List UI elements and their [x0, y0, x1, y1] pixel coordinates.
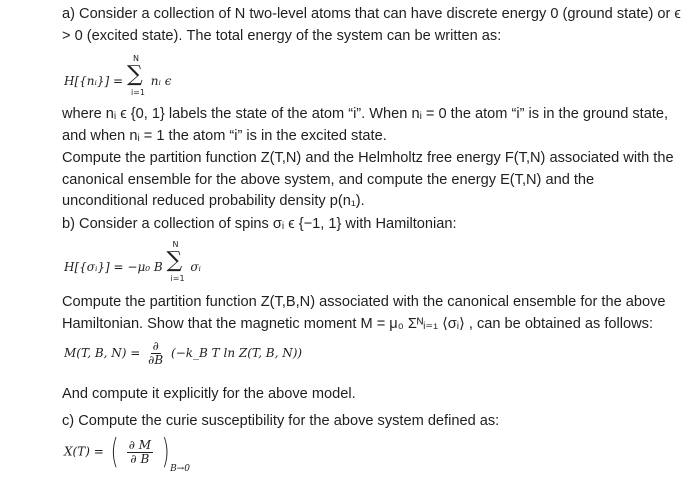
- susceptibility-equation: [64, 432, 192, 472]
- partial-derivative-fraction: [146, 340, 165, 367]
- part-a-where: where nᵢ ϵ {0, 1} labels the state of the atom “i”. When nᵢ = 0 the atom “i” is in the ground state, and when nᵢ = 1 the atom “i” is in the excited state.: [62, 106, 669, 144]
- fraction-denominator: ∂B: [148, 353, 164, 367]
- sum-lower-limit: i=1: [170, 274, 185, 283]
- equation-rhs: nᵢ ϵ: [150, 74, 172, 88]
- sum-lower-limit: i=1: [130, 88, 145, 97]
- equation-rhs: (−k_B T ln Z(T, B, N)): [171, 346, 303, 360]
- equation-lhs: H[{nᵢ}] =: [64, 74, 127, 88]
- left-paren-icon: (: [110, 432, 119, 472]
- magnetic-moment-equation: [64, 340, 302, 367]
- fraction-numerator: ∂: [152, 339, 159, 353]
- sum-upper-limit: N: [132, 54, 139, 63]
- part-b-compute: Compute the partition function Z(T,B,N) associated with the canonical ensemble for the above Hamiltonian. Show that the magnetic moment M = μ₀ Σᴺᵢ₌₁ ⟨σᵢ⟩ , can be obtained as follows:: [62, 294, 666, 332]
- partial-derivative-fraction: [127, 439, 153, 466]
- energy-equation: [64, 54, 172, 98]
- equation-lhs: H[{σᵢ}] = −μ₀ B: [64, 260, 163, 274]
- sum-symbol-icon: ∑: [126, 62, 143, 87]
- right-paren-icon: ): [161, 432, 170, 472]
- fraction-numerator: ∂ M: [128, 437, 151, 452]
- part-a-intro: a) Consider a collection of N two-level atoms that can have discrete energy 0 (ground state) or ϵ > 0 (excited state). The total energy of the system can be written as:: [62, 6, 681, 44]
- fraction-denominator: ∂ B: [130, 451, 150, 466]
- equation-lhs: M(T, B, N) =: [64, 346, 145, 360]
- equation-rhs: σᵢ: [190, 260, 201, 274]
- sum-symbol-icon: ∑: [166, 248, 183, 273]
- sum-upper-limit: N: [172, 240, 179, 249]
- limit-subscript: B→0: [170, 463, 190, 474]
- equation-lhs: X(T) =: [64, 444, 108, 459]
- part-b-intro: b) Consider a collection of spins σᵢ ϵ {−1, 1} with Hamiltonian:: [62, 216, 457, 232]
- part-a-compute: Compute the partition function Z(T,N) and the Helmholtz free energy F(T,N) associated with the canonical ensemble for the above system, and compute the energy E(T,N) and the unconditional reduced probability density p(n₁).: [62, 150, 674, 209]
- hamiltonian-equation: [64, 240, 201, 284]
- part-c-intro: c) Compute the curie susceptibility for the above system defined as:: [62, 413, 500, 429]
- part-b-explicit: And compute it explicitly for the above model.: [62, 386, 356, 402]
